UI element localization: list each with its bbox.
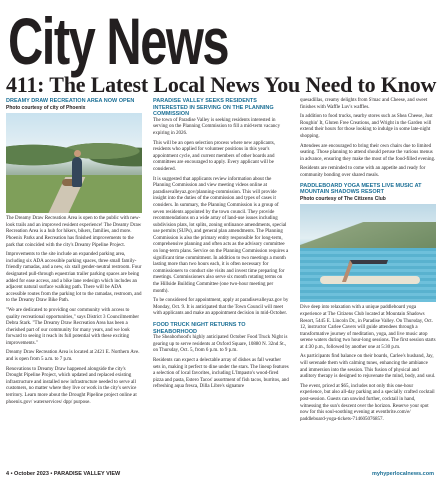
column-2 — [153, 98, 289, 394]
park-photo — [6, 113, 142, 213]
article-kicker: FOOD TRUCK NIGHT RETURNS TO SHEABORHOOD — [153, 322, 246, 335]
article-paragraph: This will be an open selection process where new applicants, residents who applied for volunteer positions in this year's appointment cycle, and current members of other boards and committees are encouraged to apply. Every applicant will be considered. — [153, 140, 275, 172]
article-paragraph: Dreamy Draw Recreation Area is located at 2421 E. Northern Ave. and is open from 5 a.m. to 7 p.m. — [6, 350, 140, 363]
column-1 — [6, 98, 142, 409]
page-headline: 411: The Latest Local News You Need to Know — [6, 72, 437, 97]
footer-issue-info: 4 • October 2023 • PARADISE VALLEY VIEW — [6, 471, 121, 477]
article-kicker: DREAMY DRAW RECREATION AREA NOW OPEN — [6, 98, 135, 104]
photo-credit: Photo courtesy of The Citizens Club — [300, 195, 386, 202]
article-paragraph: As participants find balance on their boards, Carlee's husband, Jay, will serenade them with calming tunes, enhancing the ambiance and immersion into the session. This fusion of physical and auditory therapy is designed to rejuvenate the mind, body, and soul. — [300, 354, 436, 380]
article-paragraph: Renovations to Dreamy Draw happened alongside the city's Drought Pipeline Project, which updated and replaced existing infrastructure and installed new infrastructure needed to serve all customers, no matter where they live or work in the city's service territory. Learn more about the Drought Pipeline project online at phoenix.gov/ waterservices/ dpp/ purpose. — [6, 366, 137, 405]
article-kicker: PADDLEBOARD YOGA MEETS LIVE MUSIC AT MOUNTAIN SHADOWS RESORT — [300, 182, 422, 196]
article-paragraph: "We are dedicated to providing our community with access to quality recreational opportunities," says District 3 Councilmember Debra Stark. "The Dreamy Draw Recreation Area has been a cherished part of our community for many years, and we look forward to seeing it reach its full potential with these exciting improvements." — [6, 307, 139, 346]
article-paragraph: Attendees are encouraged to bring their own chairs due to limited seating. Those planning to attend should peruse the various menus in advance, ensuring they make the most of the food-filled evening. — [300, 143, 436, 162]
column-3 — [300, 98, 436, 426]
article-paragraph: The Dreamy Draw Recreation Area is open to the public with new-look trails and an improved resident experience! The Dreamy Draw Recreation Area is a hub for hikers, bikers, families, and more. Phoenix Parks and Recreation has finished improvements to the park that coincided with the city's Dreamy Pipeline Project. — [6, 216, 142, 248]
article-kicker: PARADISE VALLEY SEEKS RESIDENTS INTERESTED IN SERVING ON THE PLANNING COMMISSION — [153, 98, 274, 118]
photo-credit: Photo courtesy of city of Phoenix — [6, 104, 86, 111]
article-paragraph: In addition to food trucks, nearby stores such as Shea Cheese, Just Roughin' It, Gluten Free Creations, and Wright in the Garden will extend their hours for those looking to indulge in some late-night shopping. — [300, 114, 433, 139]
paddleboard-yoga-photo — [300, 204, 436, 302]
footer-website: myhyperlocalnews.com — [371, 471, 434, 477]
article-paragraph: Residents can expect a delectable array of dishes as fall weather sets in, making it perfect to dine under the stars. The lineup features a selection of local favorites, including L'Impasto's wood-fired pizza and pasta, Estero Tacos' assortment of fish tacos, burritos, and refreshing aqua fresca, Dilla Libre's signature — [153, 357, 289, 390]
masthead-title: City News — [8, 4, 229, 78]
article-paragraph: Residents are reminded to come with an appetite and ready for community bonding over shared meals. — [300, 166, 426, 178]
article-paragraph: Improvements to the site include an expanded parking area, including six ADA accessible parking spaces, three small family-friendly ramadas, and a new, six stall gender-neutral restroom. Four designated pull-through equestrian trailer parking spaces are being added for ease access, and a bike lane redesign which includes an adjacent natural surface walking path. There will be ADA accessible routes from the parking lot to the ramadas, restroom, and to the Dreamy Draw Bike Path. — [6, 252, 142, 304]
article-paragraph: The event, priced at $65, includes not only this one-hour experience, but also all-day parking and a specially crafted cocktail post-session. Guests can unwind further, cocktail in hand, witnessing the sun's descent over the horizon. Reserve your spot now for this soul-soothing evening at eventbrite.com/e/ paddleboard-yoga-tickets-714605076857. — [300, 383, 435, 422]
article-paragraph: It is suggested that applicants review information about the Planning Commission and view meeting videos online at paradisevalleyaz.gov/planning-commission. This will provide insight into the duties of the commission and types of cases it considers. In summary, the Planning Commission is a group of seven residents appointed by the town council. They provide recommendations on a wide array of land-use issues including subdivision plats, lot splits, zoning ordinance amendments, special use permits (SUPs), and general plan amendments. The Planning Commission is also the primary entity responsible for long-term, comprehensive planning and often acts as the advisory committee on long-term plans. Service on the Planning Commission requires a significant time commitment. In addition to two meetings a month lasting more than two hours each, it is often necessary for commissioners to conduct site visits and invest time preparing for meetings. Commissioners also serve six month rotating terms on the Hillside Building Committee (one two-hour meeting per month). — [153, 176, 289, 294]
article-paragraph: Dive deep into relaxation with a unique paddleboard yoga experience at The Citizens Club located at Mountain Shadows Resort, 5445 E. Lincoln Dr., in Paradise Valley. On Thursday, Oct. 12, instructor Carlee Cavers will guide attendees through a transformative journey of meditation, yoga, and live music atop serene waters during two hour-long sessions. The first session starts at 4:30 p.m., followed by another one at 5:30 p.m. — [300, 305, 436, 350]
article-paragraph: The Sheaborhood's highly anticipated October Food Truck Night is gearing up to serve residents at Oxford Square, 10880 N. 32nd St., on Thursday, Oct. 5, from 6 p.m. to 9 p.m. — [153, 335, 288, 354]
article-paragraph: The town of Paradise Valley is seeking residents interested in serving on the Planning Commission to fill a mid-term vacancy expiring in 2026. — [153, 117, 281, 136]
article-paragraph: To be considered for appointment, apply at paradisevalleyaz.gov by Monday, Oct. 9. It is anticipated that the Town Council will meet with applicants and make an appointment decision in mid-October. — [153, 298, 289, 317]
article-paragraph: quesadillas, creamy delights from S'mac and Cheese, and sweet finishes with Waffle Luv's waffles. — [300, 98, 428, 110]
hills-shape — [300, 222, 436, 248]
person-shape — [72, 157, 82, 187]
